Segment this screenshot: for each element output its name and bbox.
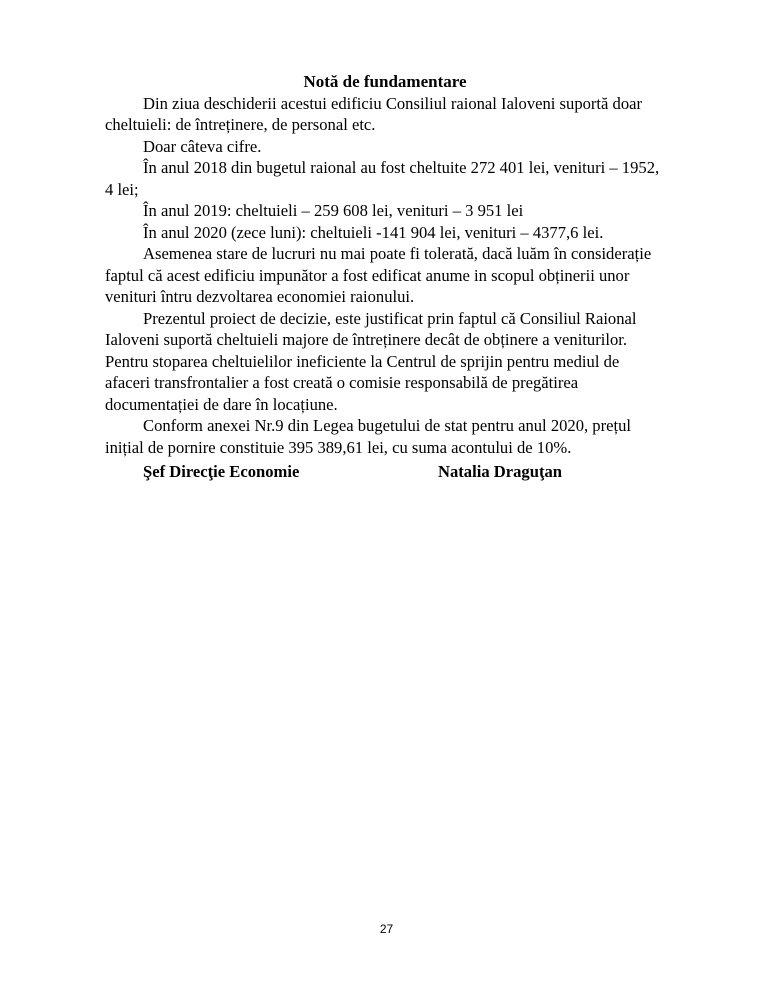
paragraph-justification: Prezentul proiect de decizie, este justificat prin faptul că Consiliul Raional Ialoveni suportă cheltuieli majore de întreținere decât de obținere a veniturilor. Pentru stoparea cheltuielilor ineficiente la Centrul de sprijin pentru mediul de afaceri transfrontalier a fost creată o comisie responsabilă de pregătirea documentației de dare în locațiune. — [105, 308, 637, 414]
paragraph-year-2018: În anul 2018 din bugetul raional au fost cheltuite 272 401 lei, venituri – 1952, 4 lei; — [105, 158, 660, 199]
signature-name: Natalia Draguţan — [438, 462, 562, 481]
paragraph-situation: Asemenea stare de lucruri nu mai poate fi tolerată, dacă luăm în considerație faptul că acest edificiu impunător a fost edificat anume in scopul obținerii unor venituri întru dezvoltarea economiei raionului. — [105, 244, 652, 306]
paragraph-figures-intro: Doar câteva cifre. — [143, 136, 262, 156]
paragraph-year-2020: În anul 2020 (zece luni): cheltuieli -141 904 lei, venituri – 4377,6 lei. — [143, 222, 604, 242]
paragraph-year-2019: În anul 2019: cheltuieli – 259 608 lei, venituri – 3 951 lei — [143, 201, 524, 220]
paragraph-price: Conform anexei Nr.9 din Legea bugetului de stat pentru anul 2020, prețul inițial de pornire constituie 395 389,61 lei, cu suma acontului de 10%. — [105, 416, 632, 457]
page-number: 27 — [379, 922, 394, 936]
document-title: Notă de fundamentare — [303, 72, 467, 91]
document-body — [105, 71, 665, 458]
paragraph-intro: Din ziua deschiderii acestui edificiu Consiliul raional Ialoveni suportă doar cheltuieli: de întreținere, de personal etc. — [105, 93, 643, 134]
signature-role: Şef Direcţie Economie — [143, 462, 300, 481]
